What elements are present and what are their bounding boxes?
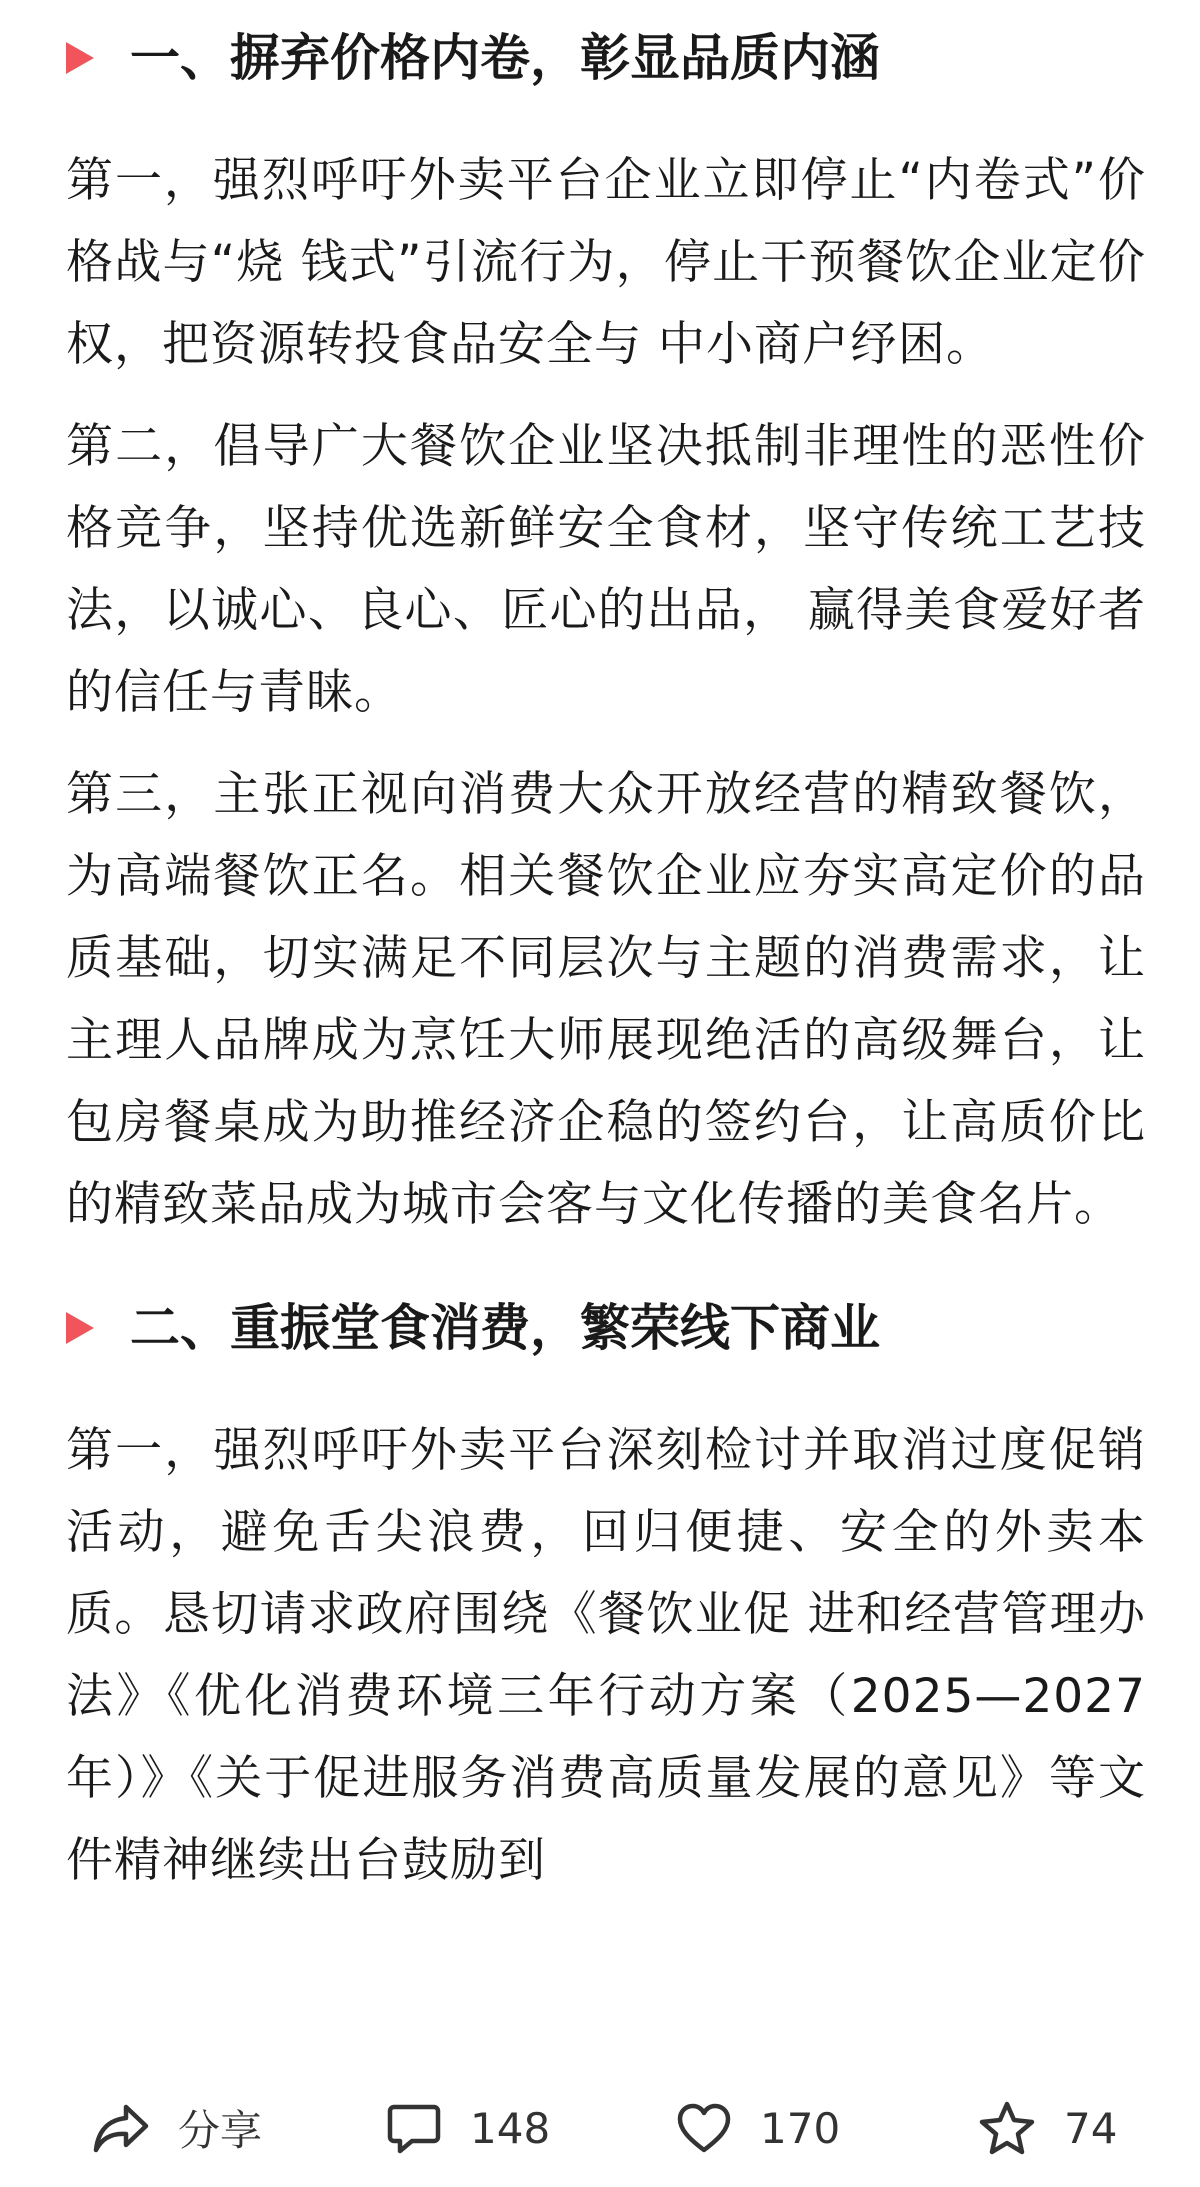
section-heading-text: 二、重振堂食消费，繁荣线下商业 bbox=[130, 1299, 880, 1357]
paragraph: 第一，强烈呼吁外卖平台企业立即停止“内卷式”价格战与“烧 钱式”引流行为，停止干预餐饮企业定价权，把资源转投食品安全与 中小商户纾困。 bbox=[66, 153, 1146, 372]
section-heading bbox=[66, 28, 1146, 88]
star-icon bbox=[978, 2100, 1036, 2156]
share-arrow-icon bbox=[92, 2101, 150, 2155]
paragraph: 第一，强烈呼吁外卖平台深刻检讨并取消过度促销活动，避免舌尖浪费，回归便捷、安全的外卖本质。恳切请求政府围绕《餐饮业促 进和经营管理办法》《优化消费环境三年行动方案（2025—2027 年）》《关于促进服务消费高质量发展的意见》等文件精神继续出台鼓励到 bbox=[66, 1423, 1146, 1888]
like-button[interactable] bbox=[676, 2098, 840, 2158]
favorite-button[interactable] bbox=[978, 2098, 1117, 2158]
article-content bbox=[66, 0, 1146, 2070]
favorite-count: 74 bbox=[1064, 2103, 1118, 2153]
like-count: 170 bbox=[760, 2103, 841, 2153]
share-button[interactable] bbox=[92, 2098, 262, 2158]
triangle-marker-icon bbox=[66, 42, 94, 74]
heart-icon bbox=[676, 2102, 732, 2154]
comment-count: 148 bbox=[470, 2103, 551, 2153]
paragraph: 第三，主张正视向消费大众开放经营的精致餐饮，为高端餐饮正名。相关餐饮企业应夯实高定价的品质基础，切实满足不同层次与主题的消费需求，让主理人品牌成为烹饪大师展现绝活的高级舞台，让包房餐桌成为助推经济企稳的签约台，让高质价比的精致菜品成为城市会客与文化传播的美食名片。 bbox=[66, 767, 1146, 1232]
comment-bubble-icon bbox=[386, 2101, 442, 2155]
comment-button[interactable] bbox=[386, 2098, 550, 2158]
triangle-marker-icon bbox=[66, 1312, 94, 1344]
action-bar bbox=[0, 2080, 1200, 2187]
section-heading bbox=[66, 1298, 1146, 1358]
section-heading-text: 一、摒弃价格内卷，彰显品质内涵 bbox=[130, 29, 880, 87]
share-label: 分享 bbox=[178, 2106, 263, 2155]
paragraph: 第二，倡导广大餐饮企业坚决抵制非理性的恶性价格竞争，坚持优选新鲜安全食材，坚守传统工艺技法，以诚心、良心、匠心的出品， 赢得美食爱好者的信任与青睐。 bbox=[66, 419, 1146, 720]
